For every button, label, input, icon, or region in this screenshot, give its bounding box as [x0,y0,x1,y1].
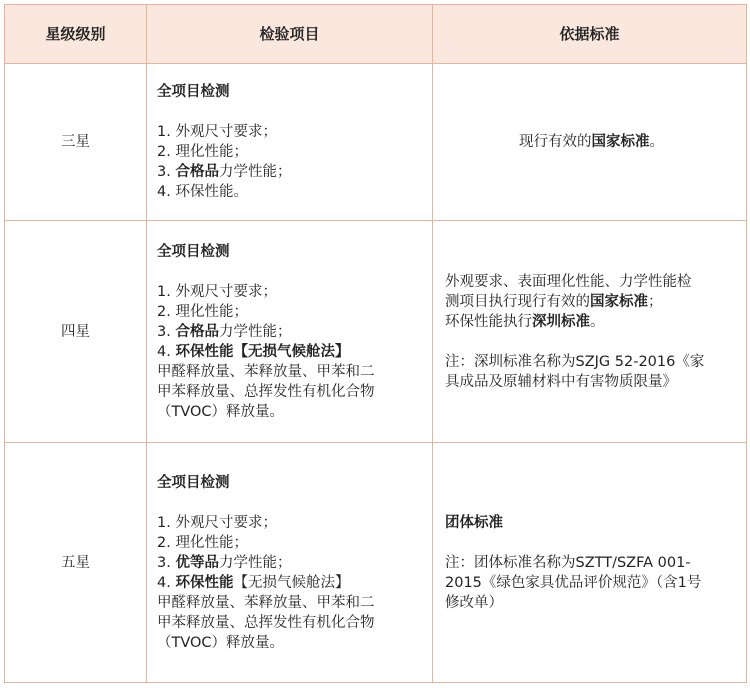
item-line: 3. 合格品力学性能； [157,164,292,180]
level-cell: 三星 [5,64,147,221]
items-title: 全项目检测 [157,243,230,260]
header-row [5,5,747,64]
item-line: 甲苯释放量、总挥发性有机化合物 [157,614,375,631]
item-line: 4. 环保性能【无损气候舱法】 [157,574,350,591]
table-row [5,443,747,683]
items-cell [147,443,433,683]
item-line: 4. 环保性能【无损气候舱法】 [157,343,350,360]
item-line: 甲苯释放量、总挥发性有机化合物 [157,383,375,400]
standard-cell: 现行有效的国家标准。 [433,64,747,221]
item-line: 甲醛释放量、苯释放量、甲苯和二 [157,363,375,380]
items-cell [147,64,433,221]
item-line: （TVOC）释放量。 [157,403,285,420]
standard-line: 测项目执行现行有效的国家标准； [445,293,663,310]
standard-note: 注：团体标准名称为SZTT/SZFA 001- [445,554,691,571]
standard-title: 团体标准 [445,514,503,531]
item-line: 3. 合格品力学性能； [157,323,292,340]
standard-line: 环保性能执行深圳标准。 [445,313,605,330]
items-cell [147,221,433,443]
standard-note: 具成品及原辅材料中有害物质限量》 [445,373,677,390]
table-row [5,64,747,221]
standard-note: 修改单） [445,594,503,611]
item-line: 2. 理化性能； [157,534,248,551]
item-line: 1. 外观尺寸要求； [157,283,277,300]
star-standards-table [4,4,747,683]
items-title: 全项目检测 [157,84,230,100]
header-level: 星级级别 [5,5,147,64]
item-line: 1. 外观尺寸要求； [157,514,277,531]
item-line: 甲醛释放量、苯释放量、甲苯和二 [157,594,375,611]
header-standard: 依据标准 [433,5,747,64]
standard-line: 外观要求、表面理化性能、力学性能检 [445,273,692,290]
standard-note: 2015《绿色家具优品评价规范》（含1号 [445,574,702,591]
items-title: 全项目检测 [157,474,230,491]
item-line: （TVOC）释放量。 [157,634,285,651]
level-cell: 四星 [5,221,147,443]
level-cell: 五星 [5,443,147,683]
header-items: 检验项目 [147,5,433,64]
item-line: 4. 环保性能。 [157,184,248,200]
item-line: 2. 理化性能； [157,303,248,320]
item-line: 2. 理化性能； [157,144,248,160]
item-line: 1. 外观尺寸要求； [157,124,277,140]
standard-cell [433,443,747,683]
item-line: 3. 优等品力学性能； [157,554,292,571]
table-row [5,221,747,443]
standard-note: 注：深圳标准名称为SZJG 52-2016《家 [445,353,705,370]
standard-cell [433,221,747,443]
